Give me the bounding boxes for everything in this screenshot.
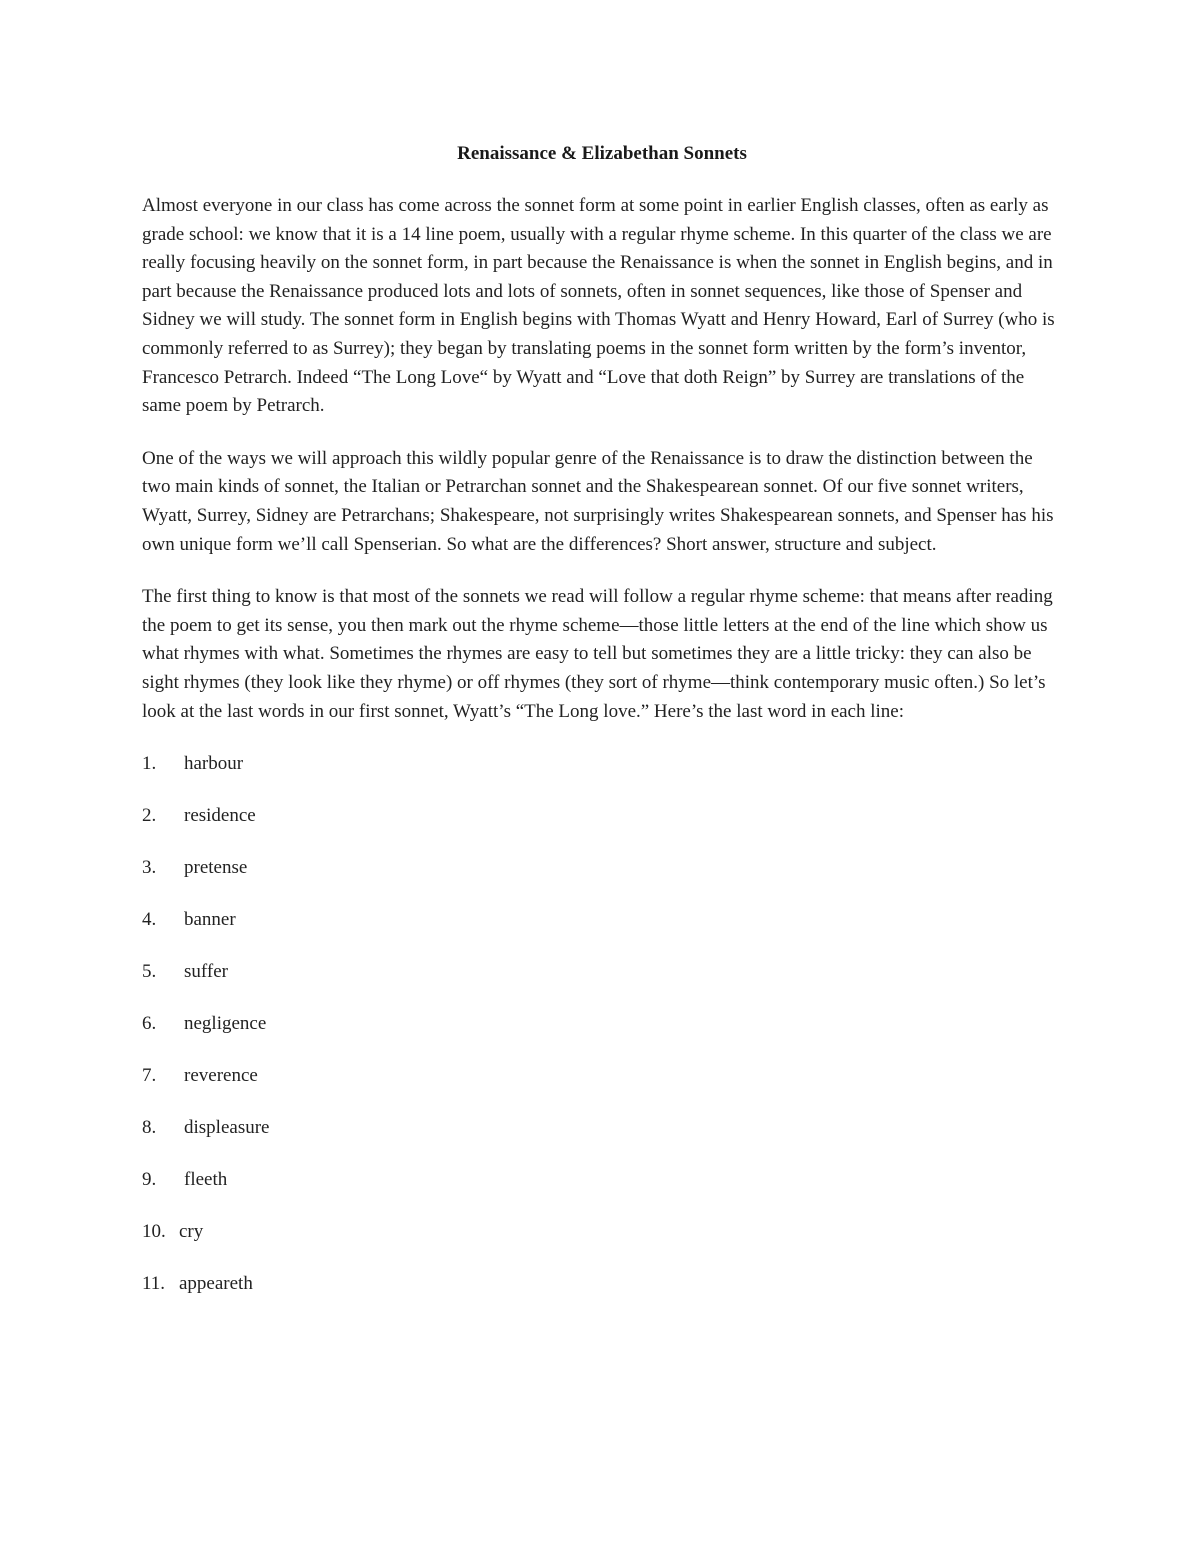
list-item-number: 4. [142,909,157,931]
paragraph-intro: Almost everyone in our class has come across the sonnet form at some point in earlier English classes, often as early as grade school: we know that it is a 14 line poem, usually with a regular rhyme scheme. In this quarter of the class we are really focusing heavily on the sonnet form, in part because the Renaissance is when the sonnet in English begins, and in part because the Renaissance produced lots and lots of sonnets, often in sonnet sequences, like those of Spenser and Sidney we will study. The sonnet form in English begins with Thomas Wyatt and Henry Howard, Earl of Surrey (who is commonly referred to as Surrey); they began by translating poems in the sonnet form written by the form’s inventor, Francesco Petrarch. Indeed “The Long Love“ by Wyatt and “Love that doth Reign” by Surrey are translations of the same poem by Petrarch. [142,195,1055,417]
list-item-word: appeareth [179,1273,253,1295]
list-item-word: banner [184,909,236,931]
list-item [142,1062,1062,1114]
list-item-word: suffer [184,961,228,983]
list-item-word: displeasure [184,1117,270,1139]
list-item [142,906,1062,958]
list-item-word: reverence [184,1065,258,1087]
list-item-number: 2. [142,805,157,827]
list-item-number: 7. [142,1065,157,1087]
list-item-word: harbour [184,753,244,775]
list-item-number: 5. [142,961,157,983]
document-title: Renaissance & Elizabethan Sonnets [457,143,747,164]
list-item [142,1010,1062,1062]
list-item-word: cry [179,1221,204,1243]
paragraph-rhyme-scheme: The first thing to know is that most of the sonnets we read will follow a regular rhyme scheme: that means after reading the poem to get its sense, you then mark out the rhyme scheme—those little letters at the end of the line which show us what rhymes with what. Sometimes the rhymes are easy to tell but sometimes they are a little tricky: they can also be sight rhymes (they look like they rhyme) or off rhymes (they sort of rhyme—think contemporary music often.) So let’s look at the last words in our first sonnet, Wyatt’s “The Long love.” Here’s the last word in each line: [142,586,1053,722]
list-item-number: 1. [142,753,157,775]
list-item [142,1270,1062,1322]
list-item [142,1218,1062,1270]
list-item-word: fleeth [184,1169,228,1191]
list-item-word: residence [184,805,256,827]
list-item [142,1114,1062,1166]
list-item-number: 8. [142,1117,157,1139]
list-item [142,1166,1062,1218]
paragraph-distinction: One of the ways we will approach this wildly popular genre of the Renaissance is to draw the distinction between the two main kinds of sonnet, the Italian or Petrarchan sonnet and the Shakespearean sonnet. Of our five sonnet writers, Wyatt, Surrey, Sidney are Petrarchans; Shakespeare, not surprisingly writes Shakespearean sonnets, and Spenser has his own unique form we’ll call Spenserian. So what are the differences? Short answer, structure and subject. [142,447,1054,555]
list-item-word: pretense [184,857,248,879]
list-item-number: 3. [142,857,157,879]
list-item-number: 10. [142,1221,166,1243]
last-words-list [142,750,1062,1322]
list-item-number: 11. [142,1273,166,1295]
list-item-word: negligence [184,1013,267,1035]
list-item [142,750,1062,802]
list-item [142,958,1062,1010]
list-item-number: 9. [142,1169,157,1191]
list-item [142,802,1062,854]
list-item-number: 6. [142,1013,157,1035]
list-item [142,854,1062,906]
document-body [142,140,1062,1322]
